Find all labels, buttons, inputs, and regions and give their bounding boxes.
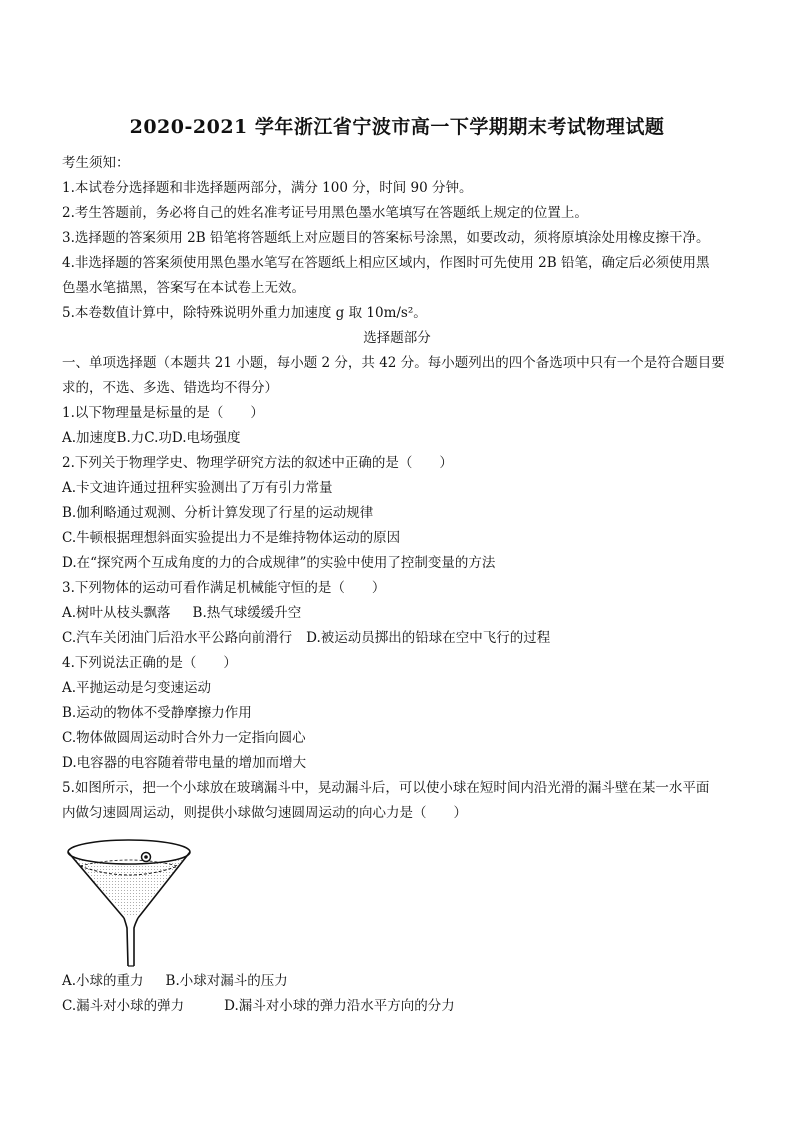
notice-item: 2.考生答题前，务必将自己的姓名准考证号用黑色墨水笔填写在答题纸上规定的位置上。: [62, 205, 588, 221]
q5-option-d: D.漏斗对小球的弹力沿水平方向的分力: [224, 998, 455, 1014]
notice-heading: 考生须知：: [62, 155, 130, 171]
q2-option-b: B.伽利略通过观测、分析计算发现了行星的运动规律: [62, 505, 374, 521]
notice-item: 色墨水笔描黑，答案写在本试卷上无效。: [62, 280, 305, 296]
q4-option-c: C.物体做圆周运动时合外力一定指向圆心: [62, 730, 306, 746]
q1-stem: 1.以下物理量是标量的是（ ）: [62, 405, 264, 421]
q3-stem: 3.下列物体的运动可看作满足机械能守恒的是（ ）: [62, 580, 386, 596]
funnel-rim: [68, 840, 190, 864]
q1-options: A.加速度B.力C.功D.电场强度: [62, 430, 241, 446]
part-one-instructions-cont: 求的，不选、多选、错选均不得分）: [62, 380, 278, 396]
q5-option-a: A.小球的重力: [62, 973, 144, 989]
q4-option-b: B.运动的物体不受静摩擦力作用: [62, 705, 252, 721]
q4-stem: 4.下列说法正确的是（ ）: [62, 655, 237, 671]
q5-stem-cont: 内做匀速圆周运动，则提供小球做匀速圆周运动的向心力是（ ）: [62, 805, 467, 821]
q5-options-cd: [62, 997, 742, 1015]
q3-option-b: B.热气球缓缓升空: [192, 605, 302, 621]
q5-options-ab: [62, 972, 742, 990]
funnel-neck: [124, 918, 138, 966]
q3-options-ab: [62, 604, 742, 622]
q3-option-c: C.汽车关闭油门后沿水平公路向前滑行: [62, 630, 293, 646]
q2-option-a: A.卡文迪许通过扭秤实验测出了万有引力常量: [62, 480, 333, 496]
q4-option-d: D.电容器的电容随着带电量的增加而增大: [62, 755, 307, 771]
q2-option-d: D.在“探究两个互成角度的力的合成规律”的实验中使用了控制变量的方法: [62, 555, 496, 571]
q5-option-c: C.漏斗对小球的弹力: [62, 998, 185, 1014]
notice-item: 5.本卷数值计算中，除特殊说明外重力加速度 g 取 10m/s²。: [62, 305, 427, 321]
q4-option-a: A.平抛运动是匀变速运动: [62, 680, 212, 696]
notice-item: 1.本试卷分选择题和非选择题两部分，满分 100 分，时间 90 分钟。: [62, 180, 473, 196]
notice-item: 3.选择题的答案须用 2B 铅笔将答题纸上对应题目的答案标号涂黑，如要改动，须将原填涂处用橡皮擦干净。: [62, 230, 710, 246]
page-title: 2020-2021 学年浙江省宁波市高一下学期期末考试物理试题: [129, 116, 665, 138]
section-heading: 选择题部分: [363, 330, 431, 346]
q3-option-d: D.被运动员掷出的铅球在空中飞行的过程: [306, 630, 551, 646]
q5-stem: 5.如图所示，把一个小球放在玻璃漏斗中，晃动漏斗后，可以使小球在短时间内沿光滑的漏斗壁在某一水平面: [62, 780, 710, 796]
q5-option-b: B.小球对漏斗的压力: [165, 973, 288, 989]
q2-stem: 2.下列关于物理学史、物理学研究方法的叙述中正确的是（ ）: [62, 455, 453, 471]
funnel-figure: [60, 832, 200, 968]
q3-options-cd: [62, 629, 742, 647]
part-one-instructions: 一、单项选择题（本题共 21 小题，每小题 2 分，共 42 分。每小题列出的四个备选项中只有一个是符合题目要: [62, 355, 725, 371]
q3-option-a: A.树叶从枝头飘落: [62, 605, 171, 621]
notice-item: 4.非选择题的答案须使用黑色墨水笔写在答题纸上相应区域内，作图时可先使用 2B 铅笔，确定后必须使用黑: [62, 255, 710, 271]
q2-option-c: C.牛顿根据理想斜面实验提出力不是维持物体运动的原因: [62, 530, 401, 546]
